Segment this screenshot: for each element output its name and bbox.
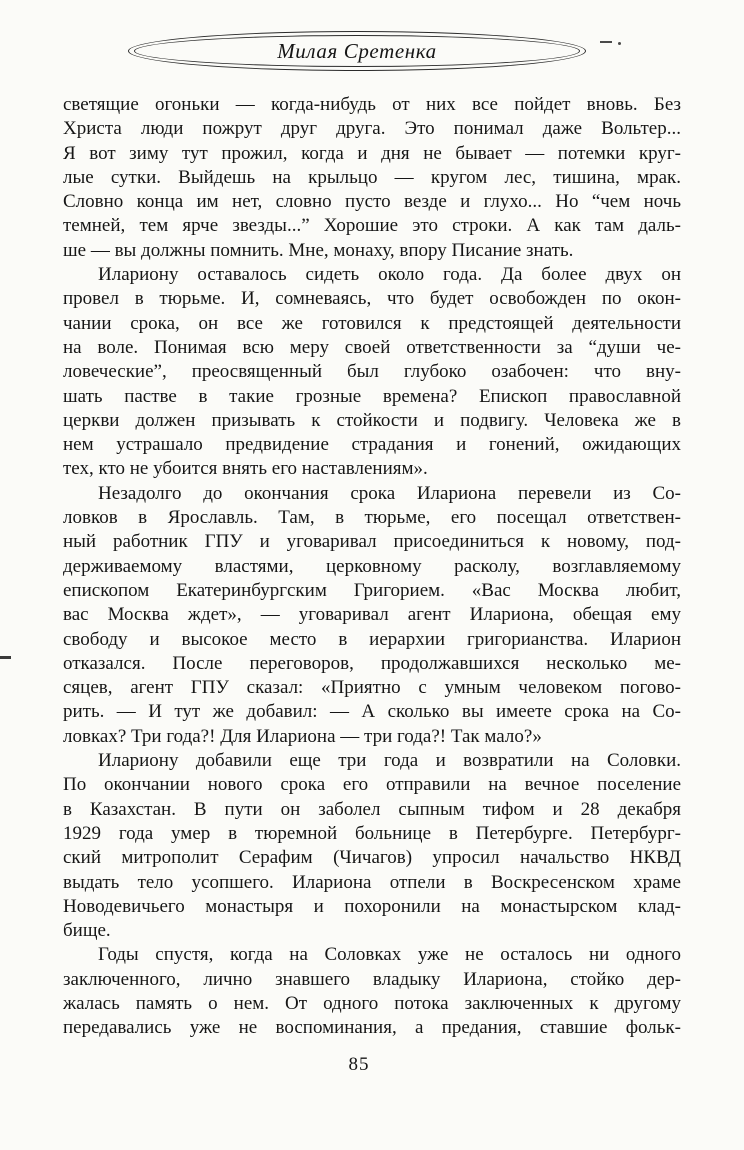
text-line: шать пастве в такие грозные времена? Епископ православной xyxy=(63,385,681,407)
paragraph xyxy=(63,263,681,482)
text-line: свободу и высокое место в иерархии григорианства. Иларион xyxy=(63,628,681,650)
chapter-title: Милая Сретенка xyxy=(277,38,437,63)
scan-artifact-edge-mark xyxy=(0,656,11,659)
text-line: рить. — И тут же добавил: — А сколько вы имеете срока на Со- xyxy=(63,701,681,723)
text-line: выдать тело усопшего. Илариона отпели в Воскресенском храме xyxy=(63,871,681,893)
text-line: епископом Екатеринбургским Григорием. «Вас Москва любит, xyxy=(63,579,681,601)
paragraph xyxy=(63,943,681,1040)
text-line: заключенного, лично знавшего владыку Илариона, стойко дер- xyxy=(63,968,681,990)
text-line: тех, кто не убоится внять его наставлениям». xyxy=(63,458,428,480)
chapter-title-banner-inner xyxy=(134,35,580,67)
text-line: жалась память о нем. От одного потока заключенных к другому xyxy=(63,992,681,1014)
scan-artifact-dash xyxy=(600,41,612,43)
text-line: По окончании нового срока его отправили на вечное поселение xyxy=(63,774,681,796)
text-line: отказался. После переговоров, продолжавшихся несколько ме- xyxy=(63,652,681,674)
text-line: ловках? Три года?! Для Илариона — три года?! Так мало?» xyxy=(63,725,542,747)
text-line: светящие огоньки — когда-нибудь от них все пойдет вновь. Без xyxy=(63,94,681,115)
text-block xyxy=(63,93,681,1041)
text-line: 1929 года умер в тюремной больнице в Петербурге. Петербург- xyxy=(63,822,681,844)
text-line: сяцев, агент ГПУ сказал: «Приятно с умным человеком погово- xyxy=(63,677,681,699)
text-line: Словно конца им нет, словно пусто везде и глухо... Но “чем ночь xyxy=(63,191,681,213)
text-line: чании срока, он все же готовился к предстоящей деятельности xyxy=(63,312,681,334)
scan-artifact-dot xyxy=(618,42,621,45)
text-line: ский митрополит Серафим (Чичагов) упросил начальство НКВД xyxy=(63,847,681,869)
text-line: Новодевичьего монастыря и похоронили на монастырском клад- xyxy=(63,895,681,917)
text-line: ловков в Ярославль. Там, в тюрьме, его посещал ответствен- xyxy=(63,507,681,529)
text-line: бище. xyxy=(63,920,111,942)
text-line: темней, тем ярче звезды...” Хорошие это строки. А как там даль- xyxy=(63,215,681,237)
paragraph xyxy=(63,482,681,749)
text-line: Илариону добавили еще три года и возвратили на Соловки. xyxy=(98,750,681,772)
text-line: на воле. Понимая всю меру своей ответственности за “души че- xyxy=(63,336,681,358)
text-line: Незадолго до окончания срока Илариона перевели из Со- xyxy=(98,482,681,504)
text-line: ловеческие”, преосвященный был глубоко озабочен: что вну- xyxy=(63,361,681,383)
text-line: Христа люди пожрут друг друга. Это понимал даже Вольтер... xyxy=(63,118,681,140)
text-line: нем устрашало предвидение страдания и гонений, ожидающих xyxy=(63,434,681,456)
text-line: Я вот зиму тут прожил, когда и дня не бывает — потемки круг- xyxy=(63,142,681,164)
text-line: Илариону оставалось сидеть около года. Да более двух он xyxy=(98,264,681,286)
page-number: 85 xyxy=(348,1054,370,1075)
text-line: церкви должен призывать к стойкости и подвигу. Человека же в xyxy=(63,409,681,431)
paragraph xyxy=(63,749,681,943)
text-line: ше — вы должны помнить. Мне, монаху, впору Писание знать. xyxy=(63,239,574,261)
paragraph xyxy=(63,93,681,263)
chapter-title-banner xyxy=(128,31,586,71)
text-line: лые сутки. Выйдешь на крыльцо — кругом лес, тишина, мрак. xyxy=(63,166,681,188)
text-line: провел в тюрьме. И, сомневаясь, что будет освобожден по окон- xyxy=(63,288,681,310)
text-line: держиваемому властями, церковному расколу, возглавляемому xyxy=(63,555,681,577)
text-line: передавались уже не воспоминания, а предания, ставшие фольк- xyxy=(63,1017,681,1039)
text-line: вас Москва ждет», — уговаривал агент Илариона, обещая ему xyxy=(63,604,681,626)
text-line: в Казахстан. В пути он заболел сыпным тифом и 28 декабря xyxy=(63,798,681,820)
text-line: Годы спустя, когда на Соловках уже не осталось ни одного xyxy=(98,944,681,966)
text-line: ный работник ГПУ и уговаривал присоединиться к новому, под- xyxy=(63,531,681,553)
